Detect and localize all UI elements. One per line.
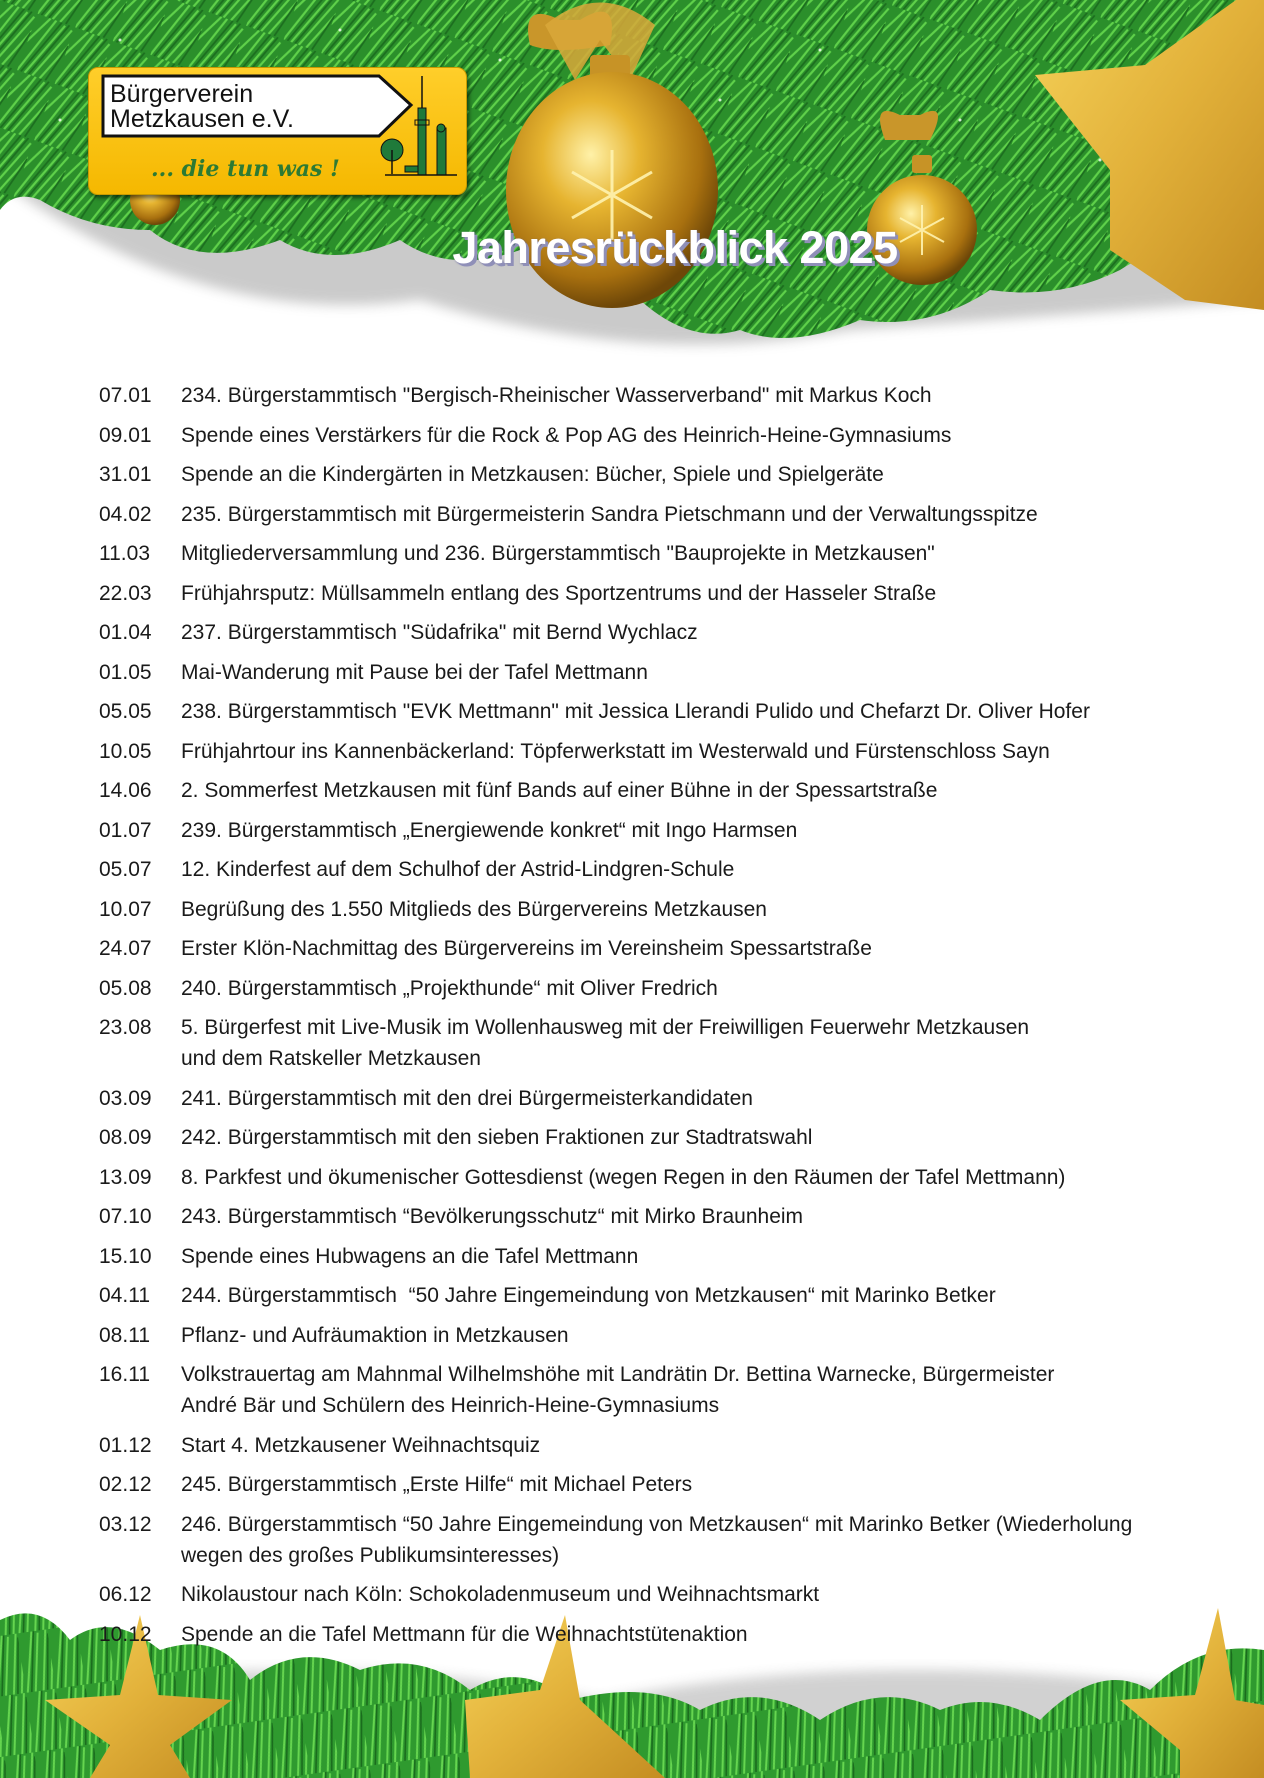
- event-description: 239. Bürgerstammtisch „Energiewende konkret“ mit Ingo Harmsen: [181, 818, 798, 842]
- logo-slogan: ... die tun was !: [151, 156, 340, 182]
- event-date: 11.03: [99, 542, 150, 565]
- event-date: 22.03: [99, 581, 152, 605]
- event-date: 05.05: [99, 700, 152, 723]
- event-date: 01.12: [99, 1433, 152, 1457]
- logo-name: [110, 82, 294, 132]
- event-date: 09.01: [99, 423, 152, 447]
- event-description: Spende an die Kindergärten in Metzkausen: Bücher, Spiele und Spielgeräte: [181, 463, 884, 486]
- event-date: 07.10: [99, 1205, 152, 1228]
- event-date: 02.12: [99, 1473, 152, 1496]
- event-description: Pflanz- und Aufräumaktion in Metzkausen: [181, 1323, 569, 1347]
- event-description: Volkstrauertag am Mahnmal Wilhelmshöhe mit Landrätin Dr. Bettina Warnecke, Bürgermeister André Bär und Schülern des Heinrich-Heine-Gymnasiums: [181, 1363, 1055, 1417]
- event-entry: [99, 1619, 1249, 1650]
- event-date: 05.08: [99, 976, 152, 1000]
- event-entry: [99, 1579, 1249, 1610]
- event-description: 246. Bürgerstammtisch “50 Jahre Eingemeindung von Metzkausen“ mit Marinko Betker (Wiederholung wegen des großes Publikumsinteresses): [181, 1512, 1133, 1567]
- event-description: 245. Bürgerstammtisch „Erste Hilfe“ mit Michael Peters: [181, 1473, 693, 1496]
- event-description: Frühjahrsputz: Müllsammeln entlang des Sportzentrums und der Hasseler Straße: [181, 581, 937, 605]
- logo-line1: Bürgerverein: [110, 80, 254, 108]
- event-entry: [99, 973, 1249, 1004]
- event-entry: [99, 1430, 1249, 1461]
- event-entry: [99, 1320, 1249, 1351]
- event-date: 06.12: [99, 1583, 152, 1606]
- event-description: 238. Bürgerstammtisch "EVK Mettmann" mit Jessica Llerandi Pulido und Chefarzt Dr. Oliver Hofer: [181, 700, 1090, 723]
- event-description: Erster Klön-Nachmittag des Bürgervereins im Vereinsheim Spessartstraße: [181, 937, 872, 960]
- event-date: 04.11: [99, 1284, 150, 1307]
- event-description: 234. Bürgerstammtisch "Bergisch-Rheinischer Wasserverband" mit Markus Koch: [181, 384, 932, 407]
- event-entry: [99, 538, 1249, 569]
- event-entry: [99, 657, 1249, 688]
- event-entry: [99, 459, 1249, 490]
- event-description: 8. Parkfest und ökumenischer Gottesdienst (wegen Regen in den Räumen der Tafel Mettmann): [181, 1165, 1066, 1189]
- event-entry: [99, 1280, 1249, 1311]
- event-list: [99, 380, 1249, 1658]
- event-date: 10.12: [99, 1622, 152, 1646]
- event-description: Spende eines Hubwagens an die Tafel Mettmann: [181, 1244, 639, 1268]
- event-entry: [99, 933, 1249, 964]
- logo-line2: Metzkausen e.V.: [110, 105, 294, 133]
- event-date: 08.09: [99, 1126, 152, 1149]
- event-entry: [99, 696, 1249, 727]
- event-entry: [99, 1509, 1249, 1571]
- event-entry: [99, 1162, 1249, 1193]
- event-date: 24.07: [99, 937, 152, 960]
- event-description: 244. Bürgerstammtisch “50 Jahre Eingemeindung von Metzkausen“ mit Marinko Betker: [181, 1284, 996, 1307]
- event-entry: [99, 854, 1249, 885]
- event-entry: [99, 894, 1249, 925]
- event-entry: [99, 1469, 1249, 1500]
- event-description: Start 4. Metzkausener Weihnachtsquiz: [181, 1433, 541, 1457]
- event-description: 12. Kinderfest auf dem Schulhof der Astrid-Lindgren-Schule: [181, 858, 735, 881]
- event-date: 15.10: [99, 1244, 152, 1268]
- event-entry: [99, 499, 1249, 530]
- event-date: 13.09: [99, 1165, 152, 1189]
- event-description: Begrüßung des 1.550 Mitglieds des Bürgervereins Metzkausen: [181, 897, 767, 921]
- event-description: Mitgliederversammlung und 236. Bürgerstammtisch "Bauprojekte in Metzkausen": [181, 542, 935, 565]
- event-description: 243. Bürgerstammtisch “Bevölkerungsschutz“ mit Mirko Braunheim: [181, 1205, 804, 1228]
- event-date: 14.06: [99, 779, 152, 802]
- event-entry: [99, 1122, 1249, 1153]
- event-entry: [99, 775, 1249, 806]
- event-date: 01.05: [99, 660, 152, 684]
- event-date: 23.08: [99, 1016, 152, 1039]
- event-description: Mai-Wanderung mit Pause bei der Tafel Mettmann: [181, 660, 648, 684]
- event-description: 5. Bürgerfest mit Live-Musik im Wollenhausweg mit der Freiwilligen Feuerwehr Metzkausen und dem Ratskeller Metzkausen: [181, 1016, 1030, 1070]
- event-entry: [99, 380, 1249, 411]
- event-entry: [99, 736, 1249, 767]
- event-description: Spende an die Tafel Mettmann für die Weihnachtstütenaktion: [181, 1622, 748, 1646]
- event-description: Spende eines Verstärkers für die Rock & Pop AG des Heinrich-Heine-Gymnasiums: [181, 423, 952, 447]
- event-entry: [99, 815, 1249, 846]
- event-date: 07.01: [99, 384, 152, 407]
- event-entry: [99, 1241, 1249, 1272]
- logo-buergerverein: [88, 67, 467, 195]
- event-date: 10.05: [99, 739, 152, 763]
- event-date: 01.07: [99, 818, 152, 842]
- event-description: Nikolaustour nach Köln: Schokoladenmuseum und Weihnachtsmarkt: [181, 1583, 820, 1606]
- event-description: 2. Sommerfest Metzkausen mit fünf Bands auf einer Bühne in der Spessartstraße: [181, 779, 938, 802]
- event-description: 242. Bürgerstammtisch mit den sieben Fraktionen zur Stadtratswahl: [181, 1126, 813, 1149]
- event-entry: [99, 420, 1249, 451]
- event-description: 235. Bürgerstammtisch mit Bürgermeisterin Sandra Pietschmann und der Verwaltungsspitze: [181, 502, 1038, 526]
- event-entry: [99, 578, 1249, 609]
- event-date: 03.12: [99, 1512, 152, 1536]
- event-description: 240. Bürgerstammtisch „Projekthunde“ mit Oliver Fredrich: [181, 976, 718, 1000]
- event-date: 04.02: [99, 502, 152, 526]
- event-entry: [99, 1083, 1249, 1114]
- event-description: 237. Bürgerstammtisch "Südafrika" mit Bernd Wychlacz: [181, 621, 698, 644]
- event-date: 10.07: [99, 897, 152, 921]
- event-date: 08.11: [99, 1323, 150, 1347]
- event-entry: [99, 1359, 1249, 1421]
- event-description: Frühjahrtour ins Kannenbäckerland: Töpferwerkstatt im Westerwald und Fürstenschloss Sayn: [181, 739, 1050, 763]
- event-entry: [99, 1012, 1249, 1074]
- event-description: 241. Bürgerstammtisch mit den drei Bürgermeisterkandidaten: [181, 1086, 753, 1110]
- event-entry: [99, 617, 1249, 648]
- event-entry: [99, 1201, 1249, 1232]
- event-date: 01.04: [99, 621, 152, 644]
- event-date: 03.09: [99, 1086, 152, 1110]
- event-date: 16.11: [99, 1363, 150, 1386]
- page-title: Jahresrückblick 2025: [452, 222, 898, 273]
- event-date: 31.01: [99, 463, 152, 486]
- event-date: 05.07: [99, 858, 152, 881]
